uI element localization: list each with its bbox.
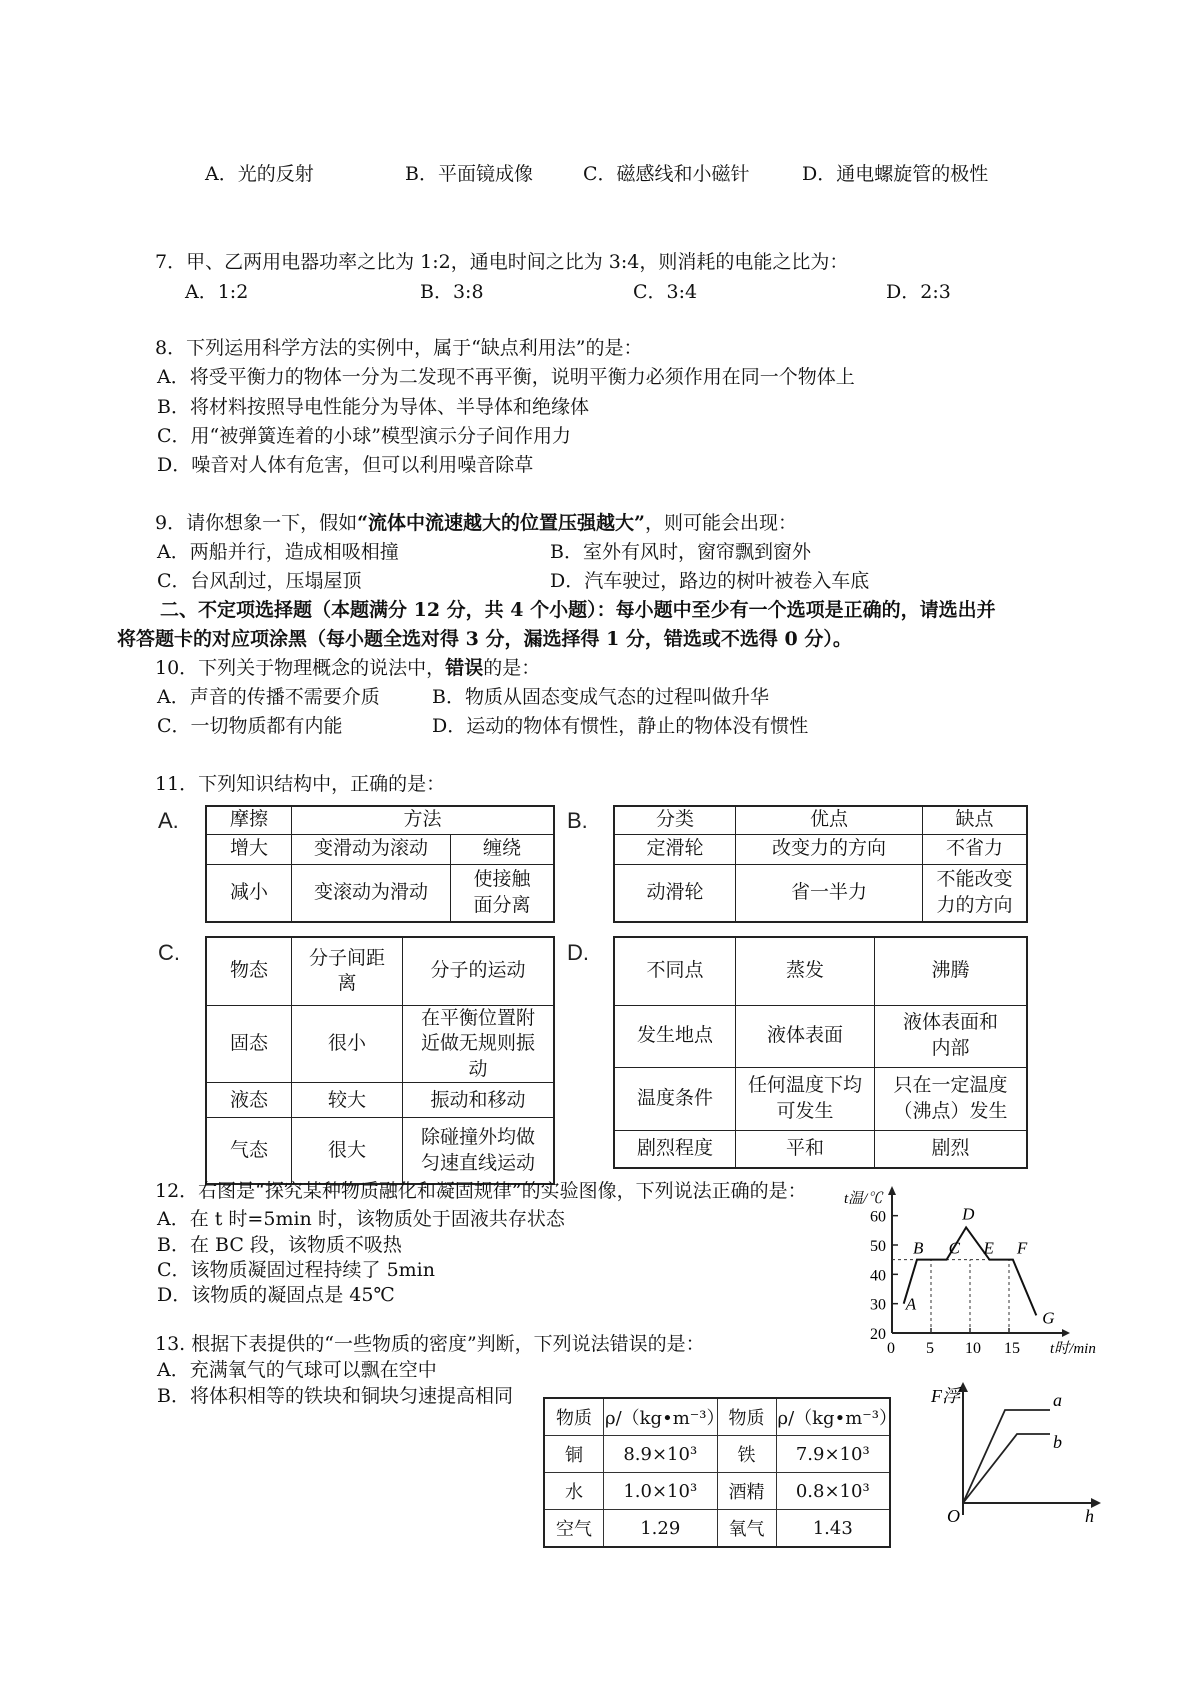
table-cell: 动滑轮	[614, 864, 736, 922]
q11-stem: 11．下列知识结构中，正确的是：	[155, 773, 446, 795]
x-axis-label: t时/min	[1050, 1341, 1096, 1357]
table-cell: 定滑轮	[614, 834, 736, 864]
table-d-label: D.	[567, 940, 589, 965]
table-cell: 很小	[292, 1005, 403, 1083]
y-axis-label: t温/℃	[844, 1191, 883, 1207]
table-cell: 不同点	[614, 937, 736, 1005]
table-cell: 液态	[206, 1083, 292, 1118]
table-cell: 增大	[206, 834, 292, 864]
y-tick-label: 40	[870, 1267, 886, 1285]
table-cell: 减小	[206, 864, 292, 922]
q9-option-a: A．两船并行，造成相吸相撞	[157, 541, 399, 563]
table-cell: ρ/（kg•m⁻³）	[604, 1398, 718, 1436]
table-cell: ρ/（kg•m⁻³）	[776, 1398, 890, 1436]
q12-option-b: B．在 BC 段，该物质不吸热	[157, 1234, 402, 1256]
table-cell: 液体表面	[736, 1005, 875, 1067]
table-b-label: B.	[567, 808, 588, 833]
point-label-d: D	[962, 1204, 975, 1224]
table-cell: 气态	[206, 1118, 292, 1184]
table-cell: 分子间距离	[292, 937, 403, 1005]
q10-option-d: D．运动的物体有惯性，静止的物体没有惯性	[432, 715, 809, 737]
table-cell: 变滚动为滑动	[292, 864, 451, 922]
section2-heading-line2: 将答题卡的对应项涂黑（每小题全选对得 3 分，漏选择得 1 分，错选或不选得 0 分）。	[117, 628, 852, 650]
table-cell: 振动和移动	[403, 1083, 555, 1118]
table-cell: 空气	[544, 1510, 604, 1548]
q7-option-c: C．3:4	[633, 281, 698, 303]
q12-option-c: C．该物质凝固过程持续了 5min	[157, 1259, 435, 1281]
table-cell: 方法	[292, 806, 555, 834]
point-label-a: A	[905, 1294, 917, 1314]
table-cell: 1.43	[776, 1510, 890, 1548]
q13-stem: 13. 根据下表提供的“一些物质的密度”判断，下列说法错误的是：	[155, 1333, 705, 1355]
table-cell: 发生地点	[614, 1005, 736, 1067]
knowledge-table-b	[613, 805, 1028, 923]
table-cell: 不省力	[923, 834, 1028, 864]
table-cell: 平和	[736, 1130, 875, 1168]
table-cell: 1.0×10³	[604, 1473, 718, 1510]
table-cell: 物态	[206, 937, 292, 1005]
table-cell: 缠绕	[451, 834, 555, 864]
curve-b	[963, 1434, 1050, 1503]
y-axis-arrow	[888, 1186, 896, 1195]
q12-stem: 12．右图是“探究某种物质融化和凝固规律”的实验图像，下列说法正确的是：	[155, 1180, 807, 1202]
buoyancy-force-graph	[925, 1380, 1105, 1525]
series-b-label: b	[1053, 1432, 1062, 1452]
table-cell: 任何温度下均可发生	[736, 1067, 875, 1130]
table-cell: 剧烈程度	[614, 1130, 736, 1168]
table-cell: 缺点	[923, 806, 1028, 834]
q10-stem: 10．下列关于物理概念的说法中，错误的是：	[155, 657, 541, 679]
q8-option-d: D．噪音对人体有危害，但可以利用噪音除草	[157, 454, 534, 476]
point-label-b: B	[912, 1238, 924, 1258]
q6-option-b: B．平面镜成像	[405, 163, 533, 185]
origin-label: O	[947, 1506, 960, 1525]
point-label-e: E	[983, 1238, 994, 1258]
table-cell: 较大	[292, 1083, 403, 1118]
table-cell: 分子的运动	[403, 937, 555, 1005]
section2-heading-line1: 二、不定项选择题（本题满分 12 分，共 4 个小题）：每小题中至少有一个选项是正确的，请选出并	[160, 599, 996, 621]
table-cell: 物质	[717, 1398, 776, 1436]
q6-option-c: C．磁感线和小磁针	[583, 163, 750, 185]
table-cell: 温度条件	[614, 1067, 736, 1130]
y-axis-label: F浮	[931, 1386, 960, 1406]
melting-curve-chart	[838, 1183, 1108, 1358]
q8-option-a: A．将受平衡力的物体一分为二发现不再平衡，说明平衡力必须作用在同一个物体上	[157, 366, 855, 388]
table-cell: 8.9×10³	[604, 1436, 718, 1473]
table-cell: 省一半力	[736, 864, 923, 922]
q13-option-b: B．将体积相等的铁块和铜块匀速提高相同	[157, 1385, 513, 1407]
q12-option-d: D．该物质的凝固点是 45℃	[157, 1284, 395, 1306]
table-cell: 不能改变力的方向	[923, 864, 1028, 922]
q8-option-b: B．将材料按照导电性能分为导体、半导体和绝缘体	[157, 396, 589, 418]
table-cell: 铁	[717, 1436, 776, 1473]
table-cell: 液体表面和内部	[875, 1005, 1028, 1067]
table-cell: 优点	[736, 806, 923, 834]
q9-option-d: D．汽车驶过，路边的树叶被卷入车底	[550, 570, 870, 592]
q8-stem: 8．下列运用科学方法的实例中，属于“缺点利用法”的是：	[155, 337, 643, 359]
q10-option-a: A．声音的传播不需要介质	[157, 686, 380, 708]
density-table	[543, 1397, 897, 1548]
y-tick-label: 60	[870, 1208, 886, 1226]
table-cell: 水	[544, 1473, 604, 1510]
point-label-c: C	[948, 1238, 960, 1258]
x-tick-label: 15	[1004, 1340, 1020, 1357]
q9-stem: 9．请你想象一下，假如“流体中流速越大的位置压强越大”，则可能会出现：	[155, 512, 797, 534]
table-cell: 固态	[206, 1005, 292, 1083]
table-cell: 分类	[614, 806, 736, 834]
table-cell: 氧气	[717, 1510, 776, 1548]
table-cell: 1.29	[604, 1510, 718, 1548]
knowledge-table-c	[205, 936, 555, 1185]
table-cell: 沸腾	[875, 937, 1028, 1005]
x-axis-label: h	[1085, 1506, 1094, 1525]
table-cell: 使接触面分离	[451, 864, 555, 922]
q12-option-a: A．在 t 时=5min 时，该物质处于固液共存状态	[157, 1208, 565, 1230]
y-tick-label: 30	[870, 1296, 886, 1314]
q9-option-b: B．室外有风时，窗帘飘到窗外	[550, 541, 811, 563]
curve-a	[963, 1410, 1050, 1503]
table-cell: 只在一定温度（沸点）发生	[875, 1067, 1028, 1130]
x-tick-label: 5	[926, 1340, 934, 1357]
table-cell: 物质	[544, 1398, 604, 1436]
table-cell: 0.8×10³	[776, 1473, 890, 1510]
q6-option-d: D．通电螺旋管的极性	[802, 163, 989, 185]
q7-option-b: B．3:8	[420, 281, 484, 303]
q10-option-b: B．物质从固态变成气态的过程叫做升华	[432, 686, 769, 708]
x-tick-label: 0	[887, 1340, 895, 1357]
x-axis-arrow	[1062, 1329, 1070, 1337]
y-tick-label: 20	[870, 1326, 886, 1343]
q7-option-d: D．2:3	[886, 281, 951, 303]
knowledge-table-a	[205, 805, 555, 923]
q7-option-a: A．1:2	[185, 281, 249, 303]
series-a-label: a	[1053, 1390, 1062, 1410]
q8-option-c: C．用“被弹簧连着的小球”模型演示分子间作用力	[157, 425, 571, 447]
table-cell: 除碰撞外均做匀速直线运动	[403, 1118, 555, 1184]
point-label-g: G	[1042, 1308, 1055, 1328]
table-cell: 很大	[292, 1118, 403, 1184]
x-tick-label: 10	[965, 1340, 981, 1357]
table-cell: 变滑动为滚动	[292, 834, 451, 864]
table-cell: 铜	[544, 1436, 604, 1473]
table-a-label: A.	[158, 808, 179, 833]
table-cell: 摩擦	[206, 806, 292, 834]
q9-option-c: C．台风刮过，压塌屋顶	[157, 570, 362, 592]
q13-option-a: A．充满氧气的气球可以飘在空中	[157, 1359, 437, 1381]
point-label-f: F	[1016, 1238, 1028, 1258]
table-cell: 酒精	[717, 1473, 776, 1510]
q6-option-a: A．光的反射	[205, 163, 314, 185]
knowledge-table-d	[613, 936, 1028, 1169]
table-cell: 改变力的方向	[736, 834, 923, 864]
q10-option-c: C．一切物质都有内能	[157, 715, 343, 737]
table-cell: 在平衡位置附近做无规则振动	[403, 1005, 555, 1083]
q7-stem: 7．甲、乙两用电器功率之比为 1:2，通电时间之比为 3:4，则消耗的电能之比为：	[155, 251, 849, 273]
table-cell: 蒸发	[736, 937, 875, 1005]
y-tick-label: 50	[870, 1238, 886, 1255]
table-cell: 剧烈	[875, 1130, 1028, 1168]
table-c-label: C.	[158, 940, 180, 965]
table-cell: 7.9×10³	[776, 1436, 890, 1473]
